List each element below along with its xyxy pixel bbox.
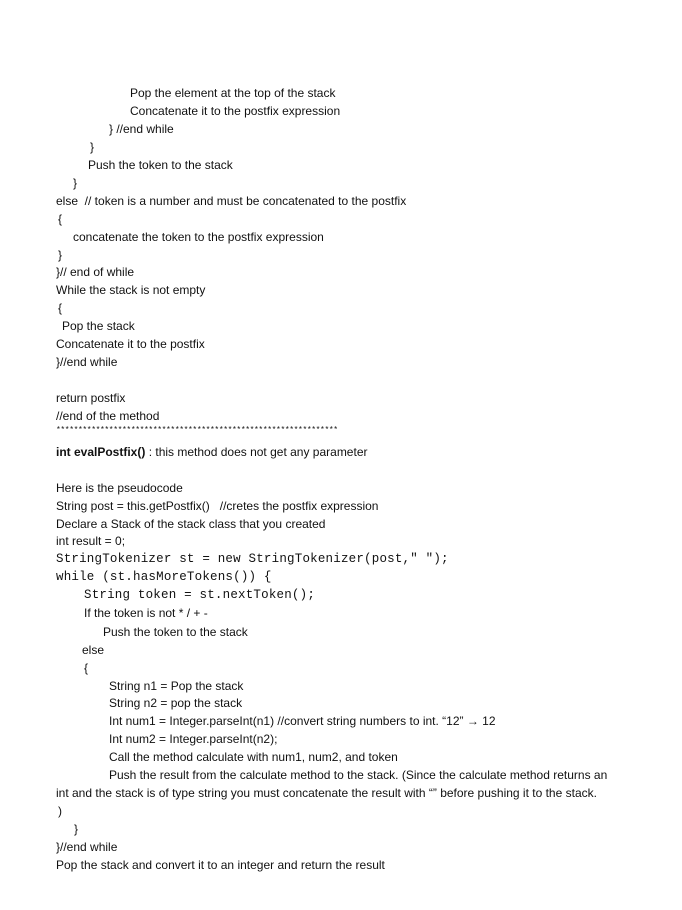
text-line: }//end while: [56, 355, 118, 369]
text-line: }//end while: [56, 840, 118, 854]
separator-line: ****************************************************************: [56, 426, 338, 435]
method-signature: int evalPostfix(): [56, 445, 146, 459]
text-line: else // token is a number and must be concatenated to the postfix: [56, 194, 407, 208]
text-line: Pop the stack: [62, 319, 135, 333]
text-line: Declare a Stack of the stack class that you created: [56, 517, 326, 531]
text-line: While the stack is not empty: [56, 283, 206, 297]
text-line: else: [82, 643, 105, 657]
text-line: {: [84, 661, 89, 675]
text-line: return postfix: [56, 391, 126, 405]
text-line: Pop the element at the top of the stack: [130, 86, 336, 100]
method-description: : this method does not get any parameter: [145, 445, 368, 459]
text-line: Push the result from the calculate method to the stack. (Since the calculate method returns an: [109, 768, 608, 782]
text-line: String n2 = pop the stack: [109, 696, 243, 710]
text-line: Call the method calculate with num1, num2, and token: [109, 750, 398, 764]
text-line: Int num1 = Integer.parseInt(n1) //convert string numbers to int. “12” → 12: [109, 714, 496, 728]
text-line: Here is the pseudocode: [56, 481, 183, 495]
text-line: Push the token to the stack: [103, 625, 248, 639]
method-heading: [56, 445, 368, 459]
text-line: String post = this.getPostfix() //cretes the postfix expression: [56, 499, 379, 513]
text-line: If the token is not * / + -: [84, 606, 208, 620]
text-line: String n1 = Pop the stack: [109, 679, 244, 693]
text-line: ): [58, 804, 62, 818]
text-line: } //end while: [109, 122, 174, 136]
text-line: }: [90, 140, 95, 154]
code-line: while (st.hasMoreTokens()) {: [56, 570, 272, 584]
text-line: {: [58, 301, 63, 315]
text-line: //end of the method: [56, 409, 160, 423]
code-line: String token = st.nextToken();: [84, 588, 316, 602]
text-line: Pop the stack and convert it to an integer and return the result: [56, 858, 385, 872]
code-line: StringTokenizer st = new StringTokenizer(post," ");: [56, 552, 449, 566]
text-line: concatenate the token to the postfix expression: [73, 230, 324, 244]
text-line: }// end of while: [56, 265, 135, 279]
text-line: Push the token to the stack: [88, 158, 233, 172]
text-line: {: [58, 212, 63, 226]
text-line: int and the stack is of type string you must concatenate the result with “” before pushing it to the stack.: [56, 786, 597, 800]
text-line: }: [58, 248, 63, 262]
text-line: }: [73, 176, 78, 190]
text-line: }: [74, 822, 79, 836]
text-line: int result = 0;: [56, 534, 126, 548]
text-line: Concatenate it to the postfix: [56, 337, 205, 351]
text-line: Concatenate it to the postfix expression: [130, 104, 341, 118]
text-line: Int num2 = Integer.parseInt(n2);: [109, 732, 278, 746]
